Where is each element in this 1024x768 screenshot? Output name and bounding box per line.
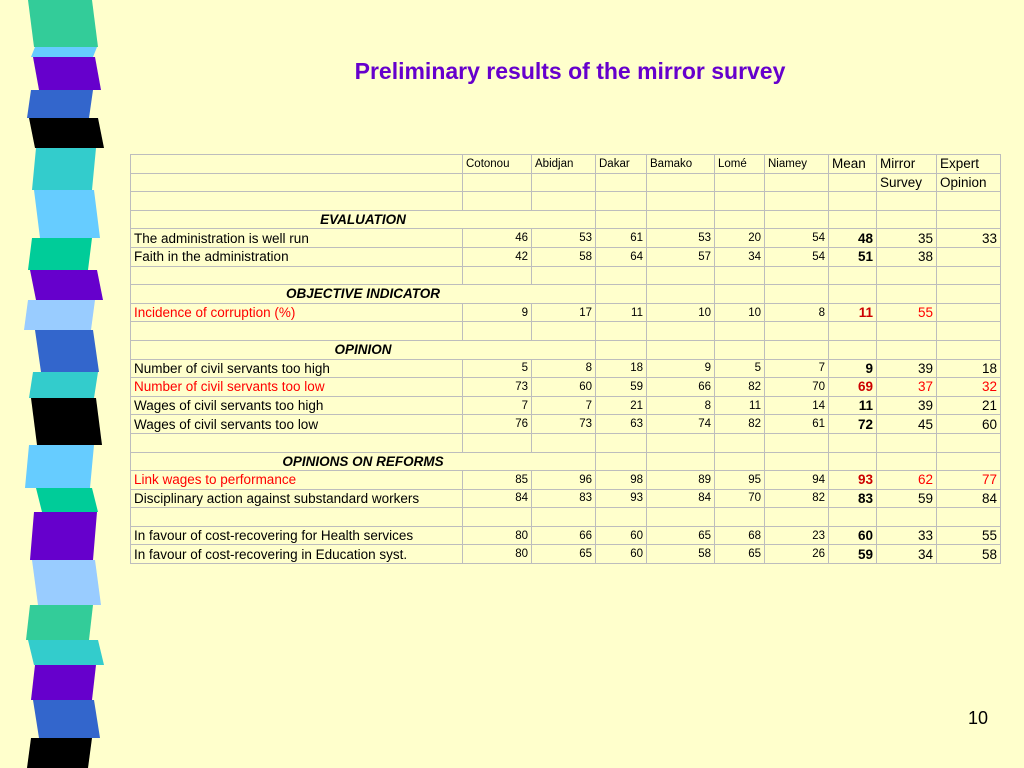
stripe-band — [30, 512, 97, 560]
empty-cell — [765, 433, 829, 452]
city-value: 14 — [765, 396, 829, 415]
empty-cell — [647, 322, 715, 341]
city-header: Dakar — [596, 155, 647, 174]
expert-value: 58 — [937, 545, 1001, 564]
city-value: 20 — [715, 229, 765, 248]
mean-value: 48 — [829, 229, 877, 248]
stripe-band — [28, 0, 98, 47]
empty-row — [131, 433, 1001, 452]
mirror-value: 39 — [877, 396, 937, 415]
empty-cell — [937, 322, 1001, 341]
expert-value: 21 — [937, 396, 1001, 415]
empty-cell — [647, 508, 715, 527]
city-value: 8 — [532, 359, 596, 378]
data-row — [131, 526, 1001, 545]
city-value: 84 — [647, 489, 715, 508]
stripe-band — [28, 640, 104, 665]
empty-cell — [596, 210, 647, 229]
city-value: 80 — [463, 545, 532, 564]
empty-cell — [877, 340, 937, 359]
empty-cell — [715, 508, 765, 527]
empty-cell — [131, 192, 463, 211]
section-title: EVALUATION — [131, 210, 596, 229]
mean-value: 51 — [829, 247, 877, 266]
city-value: 53 — [532, 229, 596, 248]
empty-cell — [532, 433, 596, 452]
city-value: 58 — [647, 545, 715, 564]
empty-cell — [715, 322, 765, 341]
empty-cell — [829, 322, 877, 341]
header-empty-cell — [715, 173, 765, 192]
stripe-band — [33, 57, 101, 90]
city-value: 11 — [596, 303, 647, 322]
city-value: 59 — [596, 378, 647, 397]
empty-cell — [829, 433, 877, 452]
empty-cell — [765, 322, 829, 341]
data-row — [131, 303, 1001, 322]
city-value: 61 — [765, 415, 829, 434]
row-label: Incidence of corruption (%) — [131, 303, 463, 322]
stripe-band — [31, 398, 102, 445]
empty-cell — [647, 433, 715, 452]
mean-header: Mean — [829, 155, 877, 174]
expert-value: 33 — [937, 229, 1001, 248]
city-value: 46 — [463, 229, 532, 248]
empty-cell — [596, 340, 647, 359]
city-value: 54 — [765, 247, 829, 266]
city-value: 68 — [715, 526, 765, 545]
stripe-band — [31, 665, 96, 700]
empty-cell — [877, 322, 937, 341]
stripe-band — [25, 445, 94, 488]
mirror-value: 39 — [877, 359, 937, 378]
city-value: 89 — [647, 471, 715, 490]
empty-cell — [463, 192, 532, 211]
empty-cell — [877, 433, 937, 452]
empty-cell — [937, 508, 1001, 527]
empty-cell — [715, 192, 765, 211]
header-empty-cell — [131, 155, 463, 174]
empty-cell — [647, 192, 715, 211]
city-value: 93 — [596, 489, 647, 508]
section-title: OBJECTIVE INDICATOR — [131, 285, 596, 304]
expert-value — [937, 247, 1001, 266]
city-value: 73 — [463, 378, 532, 397]
data-row — [131, 415, 1001, 434]
empty-cell — [463, 508, 532, 527]
empty-cell — [937, 452, 1001, 471]
city-value: 85 — [463, 471, 532, 490]
empty-cell — [765, 340, 829, 359]
stripe-band — [28, 238, 92, 270]
empty-cell — [715, 210, 765, 229]
city-value: 76 — [463, 415, 532, 434]
mirror-value: 33 — [877, 526, 937, 545]
city-value: 60 — [596, 545, 647, 564]
city-value: 60 — [596, 526, 647, 545]
header-row-2 — [131, 173, 1001, 192]
empty-cell — [647, 285, 715, 304]
empty-cell — [877, 192, 937, 211]
empty-cell — [829, 340, 877, 359]
stripe-band — [31, 47, 97, 57]
stripe-band — [32, 148, 96, 190]
mirror-value: 62 — [877, 471, 937, 490]
stripe-band — [29, 118, 104, 148]
city-header: Bamako — [647, 155, 715, 174]
empty-cell — [596, 452, 647, 471]
header-empty-cell — [131, 173, 463, 192]
empty-cell — [937, 266, 1001, 285]
city-header: Niamey — [765, 155, 829, 174]
empty-cell — [877, 266, 937, 285]
empty-cell — [647, 266, 715, 285]
empty-cell — [829, 192, 877, 211]
mirror-value: 35 — [877, 229, 937, 248]
empty-cell — [596, 508, 647, 527]
mirror-header-line2: Survey — [877, 173, 937, 192]
city-value: 17 — [532, 303, 596, 322]
mirror-value: 38 — [877, 247, 937, 266]
mean-value: 60 — [829, 526, 877, 545]
city-value: 8 — [647, 396, 715, 415]
row-label: Wages of civil servants too high — [131, 396, 463, 415]
stripe-band — [32, 560, 101, 605]
expert-value: 32 — [937, 378, 1001, 397]
empty-cell — [463, 322, 532, 341]
city-value: 61 — [596, 229, 647, 248]
city-value: 65 — [647, 526, 715, 545]
city-value: 21 — [596, 396, 647, 415]
data-row — [131, 489, 1001, 508]
empty-cell — [532, 266, 596, 285]
city-value: 80 — [463, 526, 532, 545]
data-row — [131, 396, 1001, 415]
empty-cell — [131, 266, 463, 285]
empty-cell — [532, 192, 596, 211]
empty-cell — [647, 452, 715, 471]
city-header: Lomé — [715, 155, 765, 174]
city-value: 83 — [532, 489, 596, 508]
header-row — [131, 155, 1001, 174]
empty-cell — [937, 433, 1001, 452]
city-value: 96 — [532, 471, 596, 490]
decorative-stripe — [0, 0, 120, 768]
empty-cell — [131, 508, 463, 527]
empty-cell — [765, 210, 829, 229]
data-row — [131, 545, 1001, 564]
empty-cell — [829, 452, 877, 471]
page-number: 10 — [967, 708, 988, 728]
header-empty-cell — [829, 173, 877, 192]
expert-header-line2: Opinion — [937, 173, 1001, 192]
empty-cell — [647, 340, 715, 359]
city-value: 98 — [596, 471, 647, 490]
city-value: 7 — [765, 359, 829, 378]
city-value: 94 — [765, 471, 829, 490]
mean-value: 11 — [829, 303, 877, 322]
data-row — [131, 229, 1001, 248]
city-value: 82 — [765, 489, 829, 508]
empty-cell — [463, 433, 532, 452]
empty-cell — [765, 285, 829, 304]
city-value: 58 — [532, 247, 596, 266]
empty-cell — [596, 285, 647, 304]
empty-cell — [715, 433, 765, 452]
city-header: Abidjan — [532, 155, 596, 174]
city-value: 60 — [532, 378, 596, 397]
empty-cell — [829, 508, 877, 527]
empty-cell — [829, 285, 877, 304]
data-row — [131, 471, 1001, 490]
empty-cell — [829, 210, 877, 229]
stripe-band — [36, 488, 98, 512]
mean-value: 69 — [829, 378, 877, 397]
empty-cell — [131, 322, 463, 341]
empty-cell — [596, 192, 647, 211]
mean-value: 93 — [829, 471, 877, 490]
stripe-band — [27, 90, 93, 118]
empty-cell — [715, 340, 765, 359]
city-value: 65 — [715, 545, 765, 564]
section-row — [131, 285, 1001, 304]
city-value: 70 — [715, 489, 765, 508]
expert-value: 77 — [937, 471, 1001, 490]
city-value: 7 — [532, 396, 596, 415]
empty-cell — [765, 452, 829, 471]
slide-title: Preliminary results of the mirror survey — [354, 58, 786, 84]
empty-cell — [463, 266, 532, 285]
mirror-value: 37 — [877, 378, 937, 397]
city-value: 74 — [647, 415, 715, 434]
empty-cell — [937, 210, 1001, 229]
row-label: Link wages to performance — [131, 471, 463, 490]
city-value: 26 — [765, 545, 829, 564]
empty-cell — [715, 266, 765, 285]
empty-cell — [715, 285, 765, 304]
empty-cell — [765, 266, 829, 285]
empty-cell — [596, 266, 647, 285]
city-header: Cotonou — [463, 155, 532, 174]
expert-value: 18 — [937, 359, 1001, 378]
mean-value: 9 — [829, 359, 877, 378]
mirror-value: 45 — [877, 415, 937, 434]
expert-value: 55 — [937, 526, 1001, 545]
mean-value: 83 — [829, 489, 877, 508]
city-value: 70 — [765, 378, 829, 397]
mean-value: 59 — [829, 545, 877, 564]
empty-cell — [937, 285, 1001, 304]
city-value: 11 — [715, 396, 765, 415]
city-value: 95 — [715, 471, 765, 490]
empty-row — [131, 192, 1001, 211]
section-title: OPINIONS ON REFORMS — [131, 452, 596, 471]
mean-value: 72 — [829, 415, 877, 434]
data-row — [131, 359, 1001, 378]
stripe-band — [35, 330, 99, 372]
city-value: 57 — [647, 247, 715, 266]
section-row — [131, 210, 1001, 229]
city-value: 82 — [715, 378, 765, 397]
data-row — [131, 378, 1001, 397]
city-value: 5 — [715, 359, 765, 378]
city-value: 10 — [715, 303, 765, 322]
city-value: 66 — [647, 378, 715, 397]
empty-cell — [765, 192, 829, 211]
empty-cell — [715, 452, 765, 471]
empty-cell — [877, 210, 937, 229]
empty-cell — [937, 192, 1001, 211]
city-value: 73 — [532, 415, 596, 434]
empty-cell — [647, 210, 715, 229]
section-row — [131, 452, 1001, 471]
city-value: 65 — [532, 545, 596, 564]
empty-cell — [532, 322, 596, 341]
expert-value — [937, 303, 1001, 322]
city-value: 54 — [765, 229, 829, 248]
city-value: 5 — [463, 359, 532, 378]
mirror-header: Mirror — [877, 155, 937, 174]
row-label: Disciplinary action against substandard workers — [131, 489, 463, 508]
header-empty-cell — [596, 173, 647, 192]
data-row — [131, 247, 1001, 266]
row-label: In favour of cost-recovering for Health services — [131, 526, 463, 545]
row-label: Number of civil servants too low — [131, 378, 463, 397]
stripe-band — [24, 300, 95, 330]
mirror-value: 55 — [877, 303, 937, 322]
header-empty-cell — [765, 173, 829, 192]
city-value: 63 — [596, 415, 647, 434]
section-title: OPINION — [131, 340, 596, 359]
empty-row — [131, 266, 1001, 285]
stripe-band — [34, 190, 100, 238]
header-empty-cell — [647, 173, 715, 192]
empty-cell — [765, 508, 829, 527]
empty-cell — [937, 340, 1001, 359]
stripe-band — [29, 372, 98, 398]
empty-row — [131, 508, 1001, 527]
empty-cell — [596, 322, 647, 341]
row-label: Wages of civil servants too low — [131, 415, 463, 434]
city-value: 66 — [532, 526, 596, 545]
empty-cell — [596, 433, 647, 452]
city-value: 82 — [715, 415, 765, 434]
row-label: Number of civil servants too high — [131, 359, 463, 378]
city-value: 34 — [715, 247, 765, 266]
row-label: Faith in the administration — [131, 247, 463, 266]
city-value: 7 — [463, 396, 532, 415]
city-value: 53 — [647, 229, 715, 248]
stripe-band — [27, 738, 92, 768]
empty-cell — [877, 285, 937, 304]
expert-value: 60 — [937, 415, 1001, 434]
row-label: In favour of cost-recovering in Education syst. — [131, 545, 463, 564]
empty-cell — [131, 433, 463, 452]
row-label: The administration is well run — [131, 229, 463, 248]
header-empty-cell — [532, 173, 596, 192]
stripe-band — [26, 605, 93, 640]
mirror-value: 59 — [877, 489, 937, 508]
survey-results-table — [130, 154, 1001, 564]
empty-cell — [877, 452, 937, 471]
stripe-band — [30, 270, 103, 300]
mirror-value: 34 — [877, 545, 937, 564]
city-value: 18 — [596, 359, 647, 378]
expert-header: Expert — [937, 155, 1001, 174]
mean-value: 11 — [829, 396, 877, 415]
empty-cell — [829, 266, 877, 285]
city-value: 9 — [647, 359, 715, 378]
city-value: 84 — [463, 489, 532, 508]
expert-value: 84 — [937, 489, 1001, 508]
empty-cell — [877, 508, 937, 527]
city-value: 23 — [765, 526, 829, 545]
empty-cell — [532, 508, 596, 527]
section-row — [131, 340, 1001, 359]
city-value: 8 — [765, 303, 829, 322]
stripe-band — [33, 700, 100, 738]
city-value: 64 — [596, 247, 647, 266]
empty-row — [131, 322, 1001, 341]
city-value: 42 — [463, 247, 532, 266]
city-value: 9 — [463, 303, 532, 322]
city-value: 10 — [647, 303, 715, 322]
header-empty-cell — [463, 173, 532, 192]
